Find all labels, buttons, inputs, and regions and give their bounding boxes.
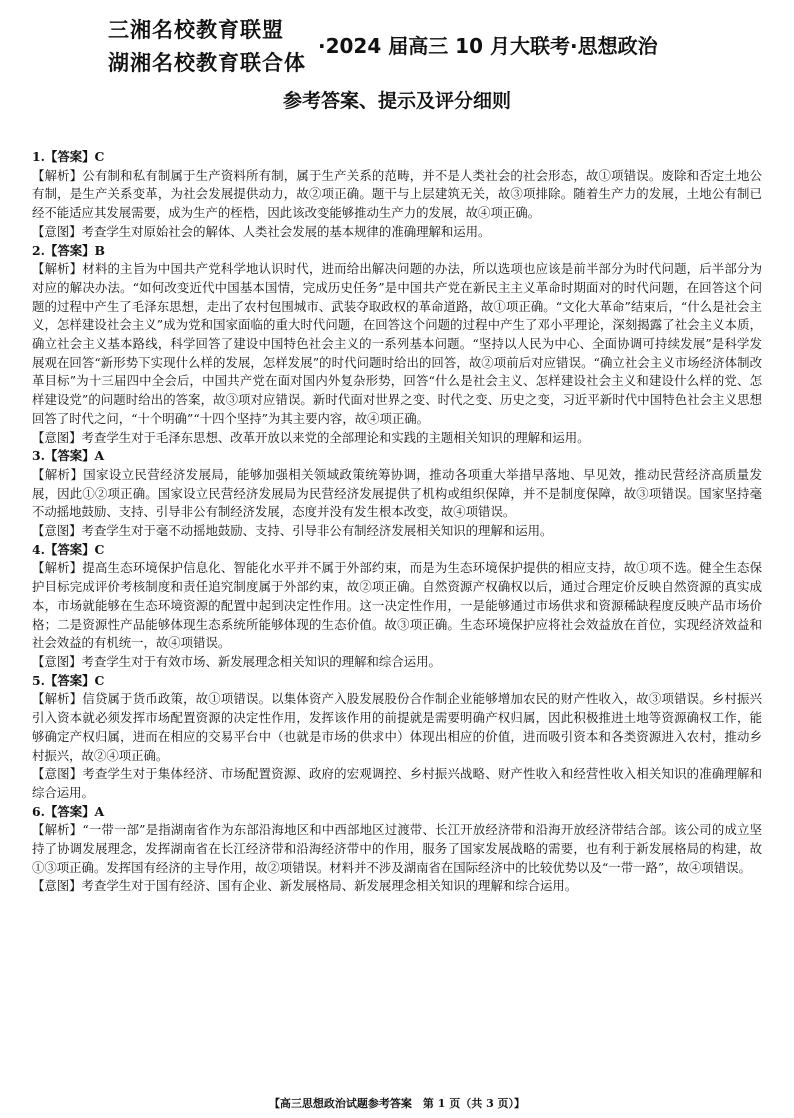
- analysis-text: 【解析】信贷属于货币政策，故①项错误。以集体资产入股发展股份合作制企业能够增加农民的财产性收入，故③项错误。乡村振兴引入资本就必须发挥市场配置资源的决定性作用，发挥该作用的前提就是需要明确产权归属，因此积极推进土地等资源确权工作，能够确定产权归属，进而在相应的交易平台中（也就是市场的供求中）体现出相应的价值，进而吸引资本和各类资源进入农村，推动乡村振兴，故②④项正确。: [32, 691, 762, 763]
- analysis-text: 【解析】公有制和私有制属于生产资料所有制，属于生产关系的范畴，并不是人类社会的社会形态，故①项错误。废除和否定土地公有制，是生产关系变革，为社会发展提供动力，故②项正确。题干与上层建筑无关，故③项排除。随着生产力的发展，土地公有制已经不能适应其发展需要，成为生产的桎梏，因此该改变能够推动生产力的发展，故④项正确。: [32, 167, 762, 221]
- intent-text: 【意图】考查学生对原始社会的解体、人类社会发展的基本规律的准确理解和运用。: [32, 223, 491, 239]
- intent-text: 【意图】考查学生对于集体经济、市场配置资源、政府的宏观调控、乡村振兴战略、财产性收入和经营性收入相关知识的准确理解和综合运用。: [32, 766, 762, 800]
- analysis-text: 【解析】国家设立民营经济发展局，能够加强相关领域政策统筹协调，推动各项重大举措早落地、早见效，推动民营经济高质量发展，因此①②项正确。国家设立民营经济发展局为民营经济发展提供了机构或组织保障，并不是制度保障，故③项错误。国家坚持毫不动摇地鼓励、支持、引导非公有制经济发展，态度并没有发生根本改变，故④项错误。: [32, 466, 762, 520]
- org-name-2: 湖湘名校教育联合体: [108, 51, 306, 75]
- intent-text: 【意图】考查学生对于毫不动摇地鼓励、支持、引导非公有制经济发展相关知识的理解和运用。: [32, 523, 553, 539]
- intent-text: 【意图】考查学生对于毛泽东思想、改革开放以来党的全部理论和实践的主题相关知识的理解和运用。: [32, 429, 590, 445]
- org-name-1: 三湘名校教育联盟: [108, 18, 284, 42]
- question-6: [32, 803, 762, 897]
- answer-line: 6.【答案】A: [32, 803, 105, 819]
- analysis-text: 【解析】材料的主旨为中国共产党科学地认识时代，进而给出解决问题的办法，所以选项也应该是前半部分为时代问题，后半部分为对应的解决办法。“如何改变近代中国基本国情，完成历史任务”是中国共产党在新民主主义革命时期面对的时代问题，在回答这个问题的过程中产生了毛泽东思想，走出了农村包围城市、武装夺取政权的革命道路，故①项正确。“文化大革命”结束后，“什么是社会主义，怎样建设社会主义”成为党和国家面临的重大时代问题，在回答这个问题的过程中产生了邓小平理论，深刻揭露了社会主义本质，确立社会主义基本路线，科学回答了建设中国特色社会主义的一系列基本问题。“坚持以人民为中心、全面协调可持续发展”是科学发展观在回答“新形势下实现什么样的发展，怎样发展”的时代问题时给出的回答，故②项前后对应错误。“确立社会主义市场经济体制改革目标”为十三届四中全会后，中国共产党在面对国内外复杂形势，回答“什么是社会主义、怎样建设社会主义和建设什么样的党、怎样建设党”的问题时给出的答案，故③项对应错误。新时代面对世界之变、时代之变、历史之变，习近平新时代中国特色社会主义思想回答了时代之问，“十个明确”“十四个坚持”为其主要内容，故④项正确。: [32, 261, 762, 426]
- question-3: [32, 447, 762, 541]
- analysis-text: 【解析】提高生态环境保护信息化、智能化水平并不属于外部约束，而是为生态环境保护提供的相应支持，故①项不选。健全生态保护目标完成评价考核制度和责任追究制度属于外部约束，故②项正确。自然资源产权确权以后，通过合理定价反映自然资源的真实成本，市场就能够在生态环境资源的配置中起到决定性作用。这一决定性作用，一是能够通过市场供求和资源稀缺程度反映产品市场价格；二是资源性产品能够体现生态系统所能够体现的生态价值。故③项正确。生态环境保护应将社会效益放在首位，实现经济效益和社会效益的有机统一，故④项错误。: [32, 560, 762, 651]
- question-4: [32, 541, 762, 672]
- intent-text: 【意图】考查学生对于有效市场、新发展理念相关知识的理解和综合运用。: [32, 653, 441, 669]
- analysis-text: 【解析】“一带一部”是指湖南省作为东部沿海地区和中西部地区过渡带、长江开放经济带和沿海开放经济带结合部。该公司的成立坚持了协调发展理念，发挥湖南省在长江经济带和沿海经济带中的作用，服务了国家发展战略的需要，也有利于新发展格局的构建，故①③项正确。发挥国有经济的主导作用，故②项错误。材料并不涉及湖南省在国际经济中的比较优势以及“一带一路”，故④项错误。: [32, 822, 762, 875]
- answer-content: [32, 148, 762, 896]
- answer-line: 1.【答案】C: [32, 149, 105, 164]
- question-1: [32, 148, 762, 242]
- intent-text: 【意图】考查学生对于国有经济、国有企业、新发展格局、新发展理念相关知识的理解和综合运用。: [32, 878, 578, 894]
- answer-line: 5.【答案】C: [32, 672, 105, 688]
- exam-title: ·2024 届高三 10 月大联考·思想政治: [318, 34, 658, 58]
- answer-line: 2.【答案】B: [32, 242, 105, 258]
- answer-line: 3.【答案】A: [32, 448, 105, 464]
- question-5: [32, 672, 762, 803]
- answer-line: 4.【答案】C: [32, 541, 105, 557]
- page-header: [0, 0, 794, 130]
- page-footer: 【高三思想政治试题参考答案 第 1 页（共 3 页）】: [268, 1097, 526, 1110]
- document-subtitle: 参考答案、提示及评分细则: [282, 90, 511, 112]
- question-2: [32, 242, 762, 448]
